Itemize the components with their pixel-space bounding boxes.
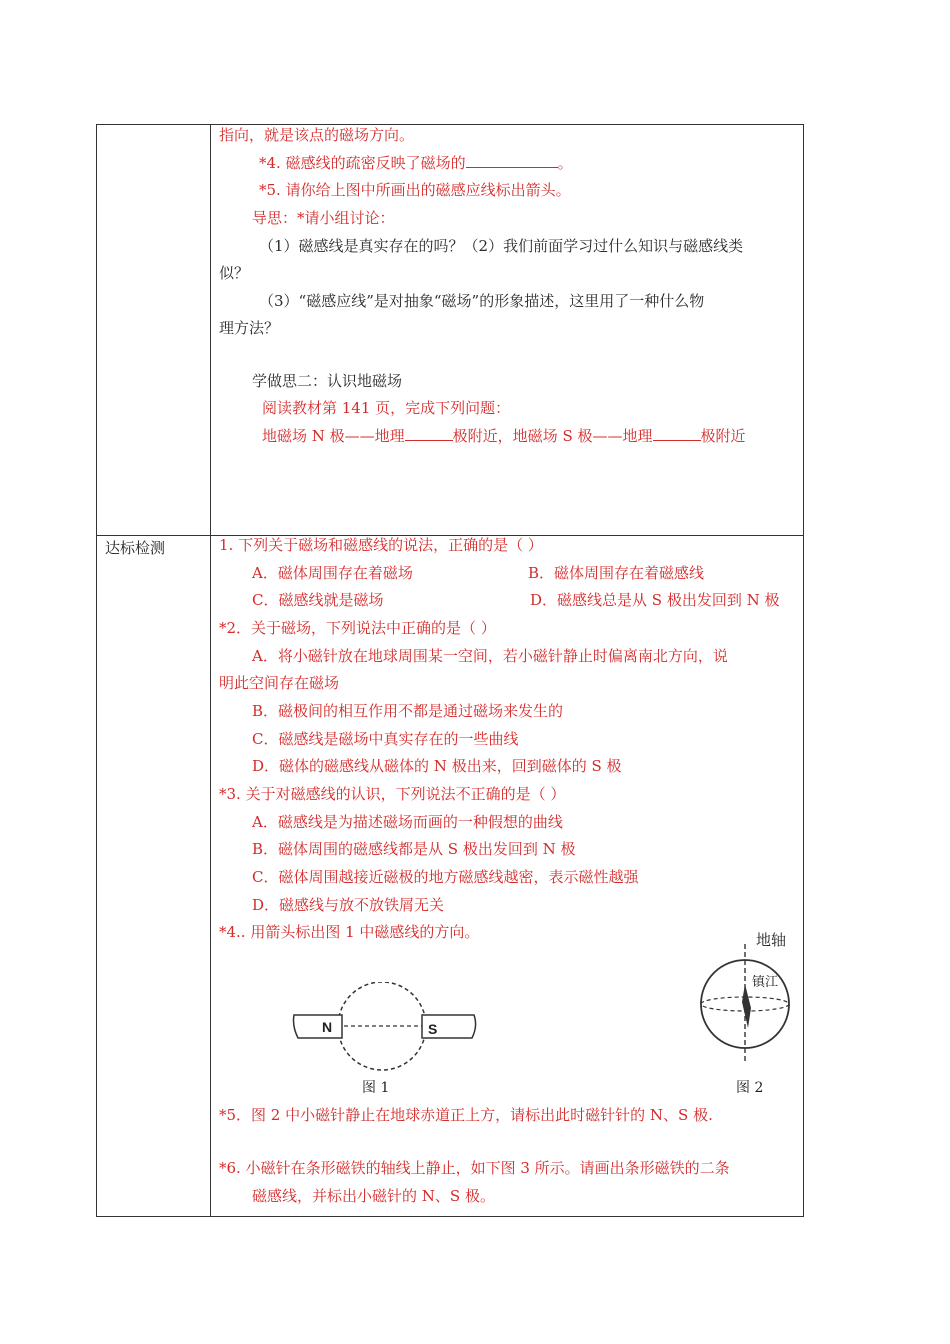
option-a: A．磁体周围存在着磁场 xyxy=(252,564,413,582)
figure-1-magnets xyxy=(288,982,484,1074)
discussion-question: （3）“磁感应线”是对抽象“磁场”的形象描述，这里用了一种什么物 xyxy=(259,292,705,310)
option-a-cont: 明此空间存在磁场 xyxy=(219,674,340,692)
text-line: *5. 请你给上图中所画出的磁感应线标出箭头。 xyxy=(259,181,571,199)
answer-blank[interactable] xyxy=(466,153,558,168)
question-2: *2．关于磁场，下列说法中正确的是（ ） xyxy=(219,619,496,637)
question-1: 1. 下列关于磁场和磁感线的说法，正确的是（ ） xyxy=(219,536,543,554)
option-d: D．磁感线与放不放铁屑无关 xyxy=(252,896,445,914)
earth-axis-label: 地轴 xyxy=(756,931,787,949)
row-label-assessment: 达标检测 xyxy=(105,539,166,557)
option-a: A．磁感线是为描述磁场而画的一种假想的曲线 xyxy=(252,813,563,831)
option-c: C．磁感线是磁场中真实存在的一些曲线 xyxy=(252,730,519,748)
pole-s-label: S xyxy=(428,1021,438,1037)
text-line: 导思：*请小组讨论： xyxy=(252,209,395,227)
discussion-question: （1）磁感线是真实存在的吗？（2）我们前面学习过什么知识与磁感线类 xyxy=(259,237,744,255)
city-label: 镇江 xyxy=(752,975,779,990)
question-text: *4. 磁感线的疏密反映了磁场的 xyxy=(259,154,466,172)
option-b: B．磁极间的相互作用不都是通过磁场来发生的 xyxy=(252,702,564,720)
question-4: *4.. 用箭头标出图 1 中磁感线的方向。 xyxy=(219,923,480,941)
discussion-question: 理方法？ xyxy=(219,319,280,337)
option-c: C．磁体周围越接近磁极的地方磁感线越密，表示磁性越强 xyxy=(252,868,639,886)
option-b: B．磁体周围存在着磁感线 xyxy=(528,564,705,582)
answer-blank[interactable] xyxy=(653,426,701,441)
compass-needle xyxy=(742,984,751,1028)
fill-blank-question xyxy=(262,426,746,446)
option-c: C．磁感线就是磁场 xyxy=(252,591,384,609)
option-b: B．磁体周围的磁感线都是从 S 极出发回到 N 极 xyxy=(252,840,576,858)
text-line: 阅读教材第 141 页，完成下列问题： xyxy=(262,399,511,417)
figure-1-caption: 图 1 xyxy=(362,1080,390,1096)
pole-n-label: N xyxy=(322,1019,333,1035)
text-line: 指向，就是该点的磁场方向。 xyxy=(219,126,415,144)
question-6: *6. 小磁针在条形磁铁的轴线上静止，如下图 3 所示。请画出条形磁铁的二条 xyxy=(219,1159,730,1177)
question-5: *5．图 2 中小磁针静止在地球赤道正上方，请标出此时磁针针的 N、S 极. xyxy=(219,1106,713,1124)
question-text-end: 极附近 xyxy=(700,427,746,445)
column-divider xyxy=(210,125,211,1216)
magnet-n xyxy=(294,1015,343,1038)
answer-blank[interactable] xyxy=(405,426,453,441)
option-d: D．磁体的磁感线从磁体的 N 极出来，回到磁体的 S 极 xyxy=(252,757,622,775)
fill-blank-question xyxy=(259,153,573,173)
question-text: 地磁场 N 极——地理 xyxy=(262,427,405,445)
figure-2-globe xyxy=(698,944,804,1068)
discussion-question: 似？ xyxy=(219,264,250,282)
question-6-cont: 磁感线，并标出小磁针的 N、S 极。 xyxy=(252,1187,495,1205)
figure-2-caption: 图 2 xyxy=(736,1080,764,1096)
question-text: 极附近，地磁场 S 极——地理 xyxy=(452,427,653,445)
option-a: A．将小磁针放在地球周围某一空间，若小磁针静止时偏离南北方向，说 xyxy=(252,647,728,665)
question-3: *3. 关于对磁感线的认识，下列说法不正确的是（ ） xyxy=(219,785,566,803)
option-d: D．磁感线总是从 S 极出发回到 N 极 xyxy=(530,591,780,609)
question-text-end: 。 xyxy=(557,154,573,172)
section-heading: 学做思二：认识地磁场 xyxy=(252,372,403,390)
